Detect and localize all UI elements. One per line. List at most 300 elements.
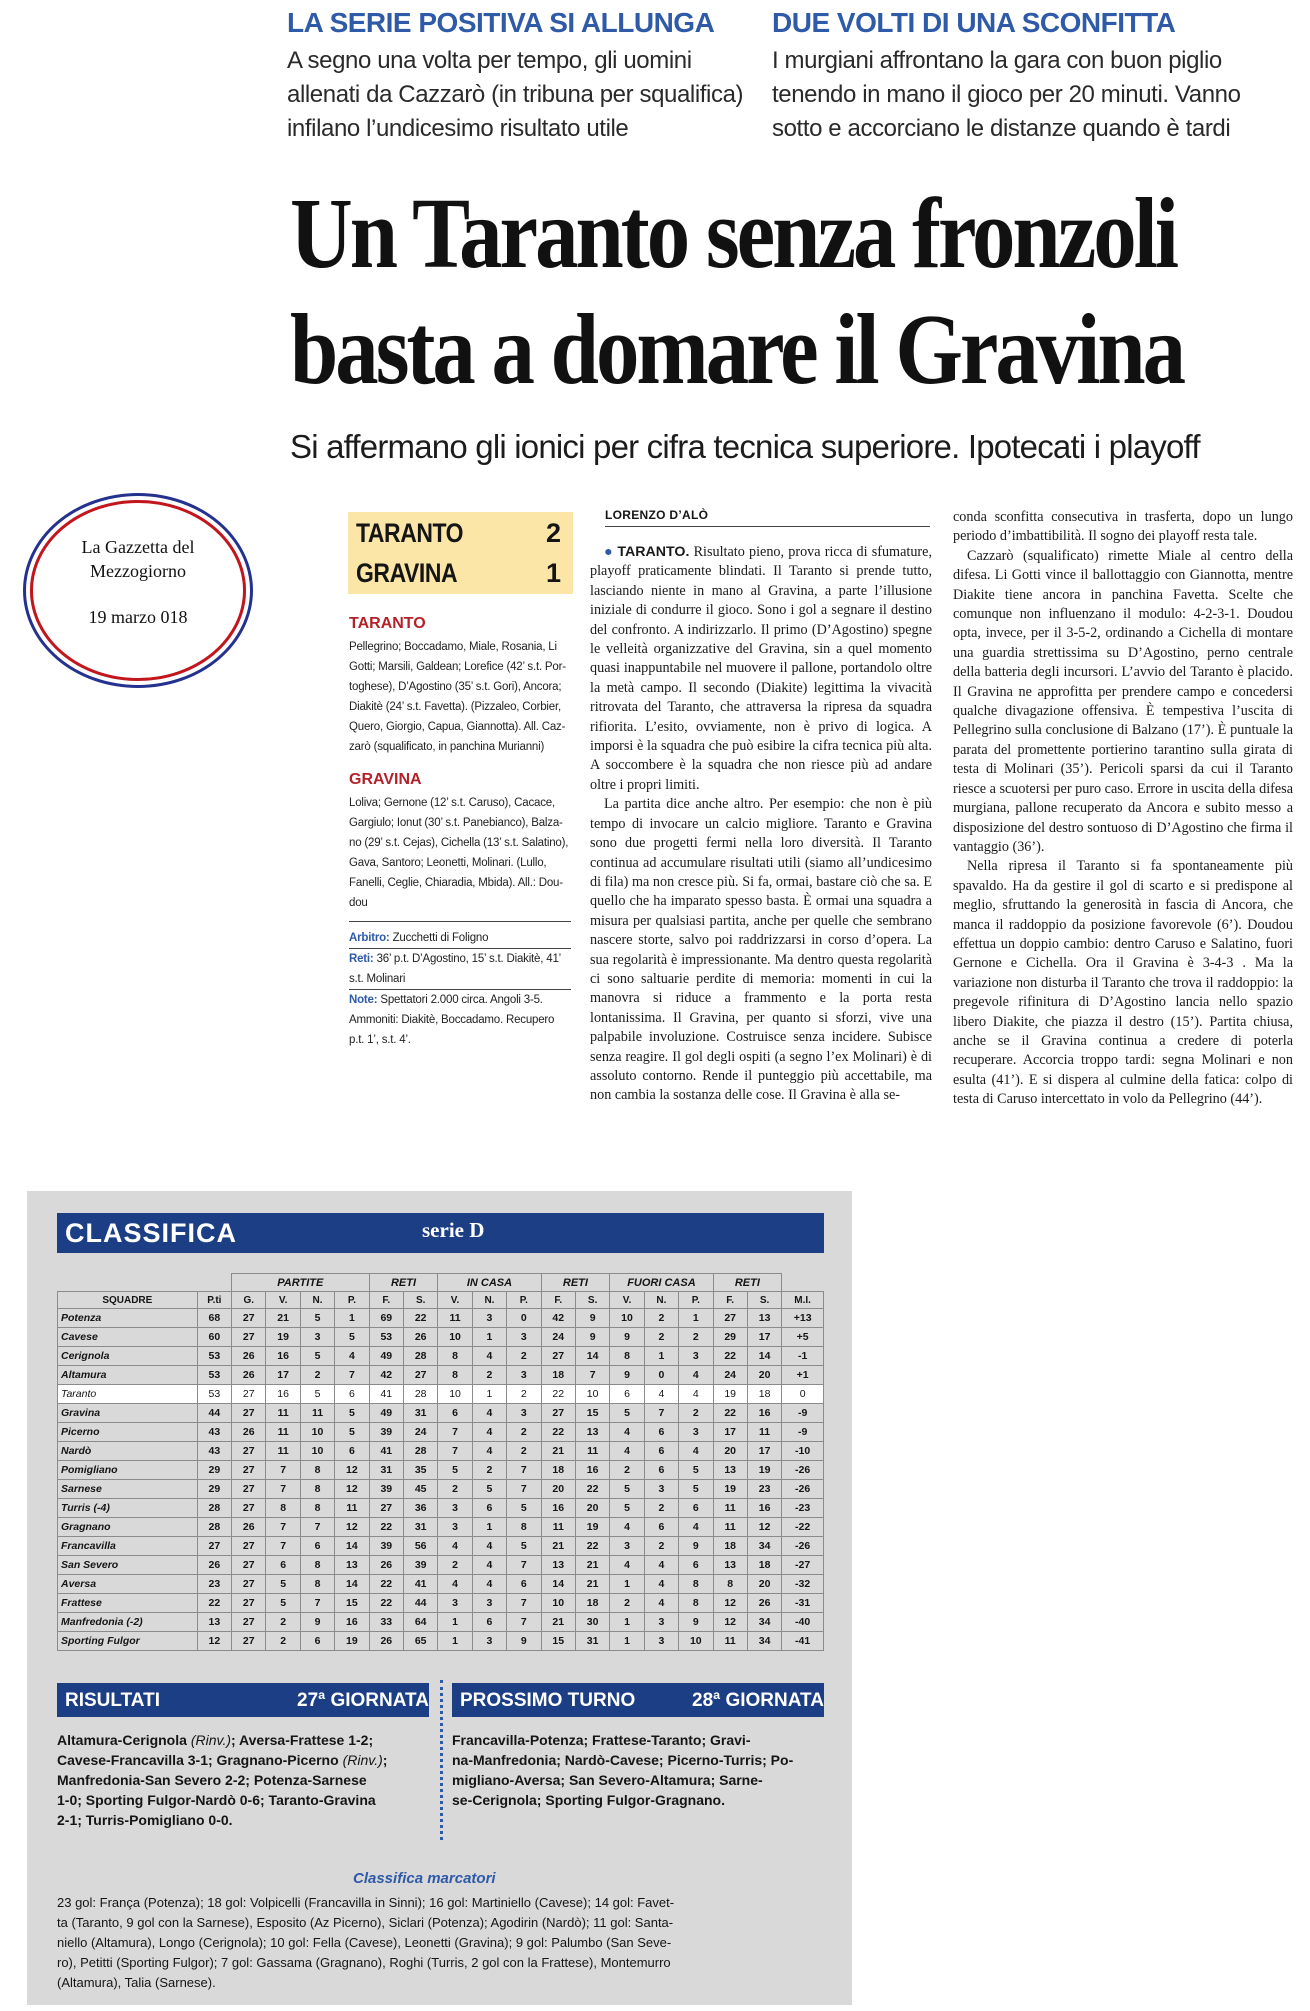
table-cell: 4 [472,1423,506,1442]
table-cell: 2 [507,1385,541,1404]
table-cell: 12 [335,1480,369,1499]
group-header: FUORI CASA [610,1274,713,1292]
away-team: GRAVINA [356,558,458,588]
table-cell: 5 [679,1480,713,1499]
table-cell: 2 [300,1366,334,1385]
table-row [58,1366,824,1385]
scorebox [348,512,573,594]
table-cell: -27 [782,1556,824,1575]
table-cell: 2 [610,1461,644,1480]
table-cell: 14 [335,1575,369,1594]
table-cell: 18 [747,1385,781,1404]
table-cell: 21 [266,1309,300,1328]
table-cell: 7 [335,1366,369,1385]
table-cell: 20 [541,1480,575,1499]
table-cell: 29 [197,1461,231,1480]
divider [349,921,571,922]
table-cell: 9 [679,1537,713,1556]
stamp-line-2: Mezzogiorno [90,561,186,581]
table-cell: 9 [610,1328,644,1347]
table-cell: 26 [369,1556,403,1575]
table-cell: 5 [610,1480,644,1499]
table-cell: +13 [782,1309,824,1328]
table-cell: 8 [266,1499,300,1518]
column-header: S. [403,1292,437,1309]
table-cell: 2 [679,1328,713,1347]
table-cell: 31 [369,1461,403,1480]
table-cell: 36 [403,1499,437,1518]
table-cell: 19 [713,1385,747,1404]
table-row [58,1518,824,1537]
table-cell: 42 [369,1366,403,1385]
table-cell: 39 [369,1537,403,1556]
table-cell: 1 [472,1518,506,1537]
results-round: 27ª GIORNATA [297,1690,429,1711]
table-row [58,1613,824,1632]
column-header: P. [335,1292,369,1309]
results-list: Altamura-Cerignola (Rinv.); Aversa-Frattese 1-2; Cavese-Francavilla 3-1; Gragnano-Picerno (Rinv.); Manfredonia-San Severo 2-2; Potenza-Sarnese 1-0; Sporting Fulgor-Nardò 0-6; Taranto-Gravina 2-1; Turris-Pomigliano 0-0. [57,1732,388,1828]
table-cell: 12 [713,1613,747,1632]
table-cell: 6 [438,1404,472,1423]
next-round-number: 28ª GIORNATA [692,1690,824,1711]
table-cell: 10 [300,1442,334,1461]
table-cell: 3 [679,1423,713,1442]
table-cell: 2 [507,1442,541,1461]
table-cell: 1 [438,1613,472,1632]
table-cell: 5 [610,1499,644,1518]
table-cell: 14 [575,1347,609,1366]
table-cell: 11 [575,1442,609,1461]
table-cell: 9 [679,1613,713,1632]
away-score: 1 [546,558,562,588]
standings-table [57,1273,824,1651]
table-cell: 26 [232,1347,266,1366]
results-banner [57,1683,429,1717]
table-cell: 0 [782,1385,824,1404]
table-cell: 20 [747,1366,781,1385]
table-cell: 3 [438,1594,472,1613]
table-cell: 6 [644,1461,678,1480]
team-name: Nardò [58,1442,198,1461]
table-cell: 7 [507,1480,541,1499]
table-cell: 26 [232,1423,266,1442]
results-title: RISULTATI [65,1690,160,1711]
table-cell: 15 [541,1632,575,1651]
subheadline: Si affermano gli ionici per cifra tecnica superiore. Ipotecati i playoff [290,428,1200,465]
table-cell: 27 [197,1537,231,1556]
table-cell: 3 [472,1632,506,1651]
right-kicker-title: DUE VOLTI DI UNA SCONFITTA [772,7,1176,38]
article-paragraph: Nella ripresa il Taranto si fa spontaneamente più spavaldo. Ha da gestire il gol di scarto e si predispone al meglio, sfruttando la generosità in fascia di Ancora, che manca il raddoppio da posizione favorevole (6’). Doudou effettua un doppio cambio: dentro Caruso e Salatino, fuori Gernone e Cichella. Ora il Gravina è 3-4-3 . Ma la variazione non disturba il Taranto che trova il raddoppio: la pregevole rifinitura di D’Agostino lancia nello spazio libero Diakite, che piazza il destro (15’). Partita chiusa, anche se il Gravina continua a credere di poterla recuperare. Accorcia troppo tardi: segna Molinari e non esulta (41’). E si dispera al culmine della fatica: colpo di testa di Caruso intercettato in volo da Pellegrino (44’). [953,858,1293,1108]
table-cell: 28 [403,1442,437,1461]
next-round-list: Francavilla-Potenza; Frattese-Taranto; Gravi- na-Manfredonia; Nardò-Cavese; Picerno-Turris; Po- migliano-Aversa; San Severo-Altamura; Sarne- se-Cerignola; Sporting Fulgor-Gragnano. [452,1732,794,1808]
table-cell: 22 [713,1404,747,1423]
table-cell: 3 [507,1404,541,1423]
table-row [58,1594,824,1613]
table-cell: 69 [369,1309,403,1328]
table-cell: 6 [300,1537,334,1556]
table-cell: 17 [266,1366,300,1385]
column-header: S. [747,1292,781,1309]
next-round-title: PROSSIMO TURNO [460,1690,636,1711]
table-cell: 7 [507,1594,541,1613]
table-cell: -26 [782,1480,824,1499]
taranto-lineup: Pellegrino; Boccadamo, Miale, Rosania, Li Gotti; Marsili, Galdean; Lorefice (42’ s.t. Por- toghese), D’Agostino (35’ s.t. Gori), Ancora; Diakitè (24’ s.t. Favetta). (Pizzaleo, Corbier, Quero, Giorgio, Capua, Giannotta). All. Caz- zarò (squalificato, in panchina Murianni) [349,641,566,753]
table-cell: 27 [232,1309,266,1328]
table-cell: 5 [335,1328,369,1347]
table-cell: 5 [266,1594,300,1613]
article-paragraph: La partita dice anche altro. Per esempio: che non è più tempo di invocare un calcio migliore. Taranto e Gravina sono due progetti fermi nella loro diversità. Il Taranto continua ad accumulare risultati utili (siamo all’undicesimo di fila) ma non cresce più. Si fa, ormai, bastare ciò che sa. E quello che ha imparato spesso basta. È ormai una squadra a misura per qualsiasi partita, anche per quelle che sembrano nascere storte, salvo poi raddrizzarsi in corso d’opera. La sua regolarità è impressionante. Ma dentro questa regolarità ci sono saltuarie perdite di memoria: momenti in cui la manovra si riduce a frammento e la porta resta lontanissima. Il Gravina, per quanto si sforzi, vive una palpabile involuzione. Costruisce senza incidere. Subisce senza reagire. Il gol degli ospiti (a segno l’ex Molinari) è di assoluto contorno. Rende il punteggio più accettabile, ma non cambia la sostanza delle cose. Il Gravina è alla se- [590,796,932,1104]
table-cell: 9 [575,1328,609,1347]
table-cell: 16 [575,1461,609,1480]
table-cell: 2 [438,1556,472,1575]
table-cell: 11 [713,1518,747,1537]
column-header: V. [610,1292,644,1309]
table-cell: 4 [472,1347,506,1366]
next-round-banner [452,1683,824,1717]
table-cell: 24 [541,1328,575,1347]
table-cell: -40 [782,1613,824,1632]
table-cell: 44 [403,1594,437,1613]
table-row [58,1537,824,1556]
table-cell: 10 [679,1632,713,1651]
table-cell: 4 [644,1594,678,1613]
table-cell: 8 [507,1518,541,1537]
table-cell: 8 [300,1556,334,1575]
notes: Note: Spettatori 2.000 circa. Angoli 3-5. Ammoniti: Diakitè, Boccadamo. Recupero p.t. 1’, s.t. 4’. [349,994,555,1046]
table-cell: 27 [232,1328,266,1347]
table-cell: 11 [747,1423,781,1442]
table-cell: -9 [782,1423,824,1442]
table-cell: 4 [679,1366,713,1385]
table-cell: 27 [713,1309,747,1328]
stamp-line-1: La Gazzetta del [81,537,195,557]
table-cell: 49 [369,1347,403,1366]
table-cell: 8 [713,1575,747,1594]
table-cell: 10 [300,1423,334,1442]
goals: Reti: 36’ p.t. D’Agostino, 15’ s.t. Diakitè, 41’ s.t. Molinari [349,953,561,985]
team-name: Francavilla [58,1537,198,1556]
standings-banner [57,1213,824,1253]
table-cell: 53 [197,1347,231,1366]
left-kicker-text: A segno una volta per tempo, gli uomini allenati da Cazzarò (in tribuna per squalifica) infilano l’undicesimo risultato utile [287,47,744,142]
newspaper-stamp [30,500,246,681]
home-team: TARANTO [356,518,464,548]
table-cell: 29 [713,1328,747,1347]
table-cell: 20 [747,1575,781,1594]
team-name: Gragnano [58,1518,198,1537]
table-cell: 27 [403,1366,437,1385]
table-cell: 22 [369,1518,403,1537]
table-cell: +5 [782,1328,824,1347]
table-cell: 6 [679,1499,713,1518]
table-cell: +1 [782,1366,824,1385]
table-cell: 2 [610,1594,644,1613]
table-cell: 21 [541,1613,575,1632]
group-header: IN CASA [438,1274,541,1292]
table-cell: 13 [335,1556,369,1575]
table-cell: 26 [747,1594,781,1613]
table-cell: -26 [782,1537,824,1556]
table-cell: 45 [403,1480,437,1499]
table-cell: 41 [369,1385,403,1404]
table-cell: 11 [300,1404,334,1423]
table-cell: 60 [197,1328,231,1347]
table-cell: 11 [266,1423,300,1442]
table-cell: 3 [507,1366,541,1385]
table-cell: 20 [713,1442,747,1461]
table-cell: 8 [438,1366,472,1385]
table-cell: 65 [403,1632,437,1651]
table-cell: 27 [541,1347,575,1366]
team-name: Manfredonia (-2) [58,1613,198,1632]
table-cell: 33 [369,1613,403,1632]
table-cell: 28 [197,1499,231,1518]
table-cell: 35 [403,1461,437,1480]
table-cell: 19 [713,1480,747,1499]
table-cell: 56 [403,1537,437,1556]
table-cell: 1 [679,1309,713,1328]
table-cell: 19 [575,1518,609,1537]
table-cell: 7 [507,1461,541,1480]
table-cell: 18 [575,1594,609,1613]
table-cell: 1 [610,1575,644,1594]
table-cell: 30 [575,1613,609,1632]
table-cell: 18 [541,1461,575,1480]
column-header: F. [713,1292,747,1309]
team-name: Potenza [58,1309,198,1328]
table-cell: 7 [644,1404,678,1423]
table-cell: 42 [541,1309,575,1328]
table-cell: 2 [644,1499,678,1518]
article-column-1 [590,543,932,1106]
article-paragraph: conda sconfitta consecutiva in trasferta, dopo un lungo periodo d’imbattibilità. Il sogno dei playoff resta tale. [953,509,1293,545]
table-row [58,1480,824,1499]
table-cell: 28 [403,1385,437,1404]
table-cell: 1 [610,1632,644,1651]
column-header: SQUADRE [58,1292,198,1309]
table-cell: 14 [335,1537,369,1556]
table-cell: 27 [232,1537,266,1556]
table-cell: 26 [369,1632,403,1651]
table-cell: 68 [197,1309,231,1328]
table-cell: -26 [782,1461,824,1480]
table-cell: 27 [232,1632,266,1651]
table-cell: 7 [507,1556,541,1575]
table-cell: 9 [575,1309,609,1328]
table-cell: 5 [335,1423,369,1442]
table-cell: 4 [679,1385,713,1404]
table-cell: 5 [438,1461,472,1480]
table-cell: 10 [438,1328,472,1347]
table-cell: 22 [197,1594,231,1613]
table-cell: 39 [369,1480,403,1499]
team-name: Sarnese [58,1480,198,1499]
table-cell: 16 [335,1613,369,1632]
table-cell: 12 [335,1461,369,1480]
article-paragraph: Cazzarò (squalificato) rimette Miale al centro della difesa. Li Gotti vince il ballottaggio con Giannotta, mentre Diakite tiene ancora in panchina Favetta. Scelte che comunque non influenzano il modulo: 4-2-3-1. Doudou opta, invece, per il 3-5-2, ordinando a Cichella di montare una guardia strettissima su D’Agostino, perno centrale della batteria degli incursori. L’avvio del Taranto è placido. Il Gravina ne approfitta per prendere campo e concedersi qualche divagazione offensiva. È tempestiva l’uscita di Pellegrino sulla conclusione di Balzano (17’). È puntuale la parata del promettente portierino tarantino sulla girata di testa di Molinari (35’). Pericoli sparsi da cui il Taranto riesce a scuotersi per puro caso. Errore in uscita della difesa murgiana, pallone recuperato da Ancora e subito messo a disposizione del destro sontuoso di D’Agostino che firma il vantaggio (36’). [953,547,1293,855]
group-header: PARTITE [232,1274,370,1292]
table-row [58,1461,824,1480]
table-cell: 21 [541,1537,575,1556]
table-cell: 18 [541,1366,575,1385]
table-cell: 27 [232,1613,266,1632]
table-cell: 6 [644,1518,678,1537]
column-header: G. [232,1292,266,1309]
table-cell: 1 [610,1613,644,1632]
taranto-lineup-title: TARANTO [349,615,426,632]
table-cell: 4 [610,1518,644,1537]
table-cell: 4 [472,1556,506,1575]
table-cell: 17 [713,1423,747,1442]
scorers-title: Classifica marcatori [353,1870,496,1887]
table-cell: 13 [747,1309,781,1328]
standings-title: CLASSIFICA [65,1218,237,1248]
table-cell: 43 [197,1442,231,1461]
table-cell: -1 [782,1347,824,1366]
table-cell: 31 [403,1404,437,1423]
table-cell: 3 [507,1328,541,1347]
byline-rule [605,526,930,527]
column-header: P.ti [197,1292,231,1309]
lineups [349,615,571,1050]
table-cell: 6 [266,1556,300,1575]
table-cell: 5 [266,1575,300,1594]
table-cell: 24 [403,1423,437,1442]
table-row [58,1442,824,1461]
table-row [58,1556,824,1575]
table-cell: 21 [575,1575,609,1594]
stamp-date: 19 marzo 018 [88,607,188,627]
table-cell: -41 [782,1632,824,1651]
table-cell: 6 [679,1556,713,1575]
team-name: Turris (-4) [58,1499,198,1518]
table-cell: 7 [438,1442,472,1461]
table-cell: 34 [747,1537,781,1556]
column-header: N. [300,1292,334,1309]
table-cell: 8 [300,1461,334,1480]
table-cell: 11 [266,1442,300,1461]
table-cell: 26 [403,1328,437,1347]
column-header: F. [541,1292,575,1309]
table-cell: 1 [335,1309,369,1328]
team-name: Aversa [58,1575,198,1594]
table-cell: 6 [335,1385,369,1404]
table-cell: 9 [610,1366,644,1385]
table-cell: 20 [575,1499,609,1518]
table-cell: 4 [610,1556,644,1575]
table-cell: 5 [335,1404,369,1423]
team-name: Altamura [58,1366,198,1385]
standings-group-row [58,1274,824,1292]
table-cell: 41 [369,1442,403,1461]
table-cell: 19 [747,1461,781,1480]
table-cell: 21 [575,1556,609,1575]
table-cell: 16 [747,1499,781,1518]
table-cell: 4 [610,1423,644,1442]
table-cell: 5 [507,1537,541,1556]
table-cell: 26 [232,1518,266,1537]
table-row [58,1575,824,1594]
table-cell: 10 [575,1385,609,1404]
table-cell: 14 [541,1575,575,1594]
bullet-icon: ● [604,544,614,560]
table-cell: 3 [644,1480,678,1499]
gravina-lineup: Loliva; Gernone (12’ s.t. Caruso), Cacace, Gargiulo; Ionut (30’ s.t. Panebianco), Balza- no (29’ s.t. Cejas), Cichella (13’ s.t. Salatino), Gava, Santoro; Leonetti, Molinari. (Lullo, Fanelli, Ceglie, Chiaradia, Mbida). All.: Dou- dou [349,797,569,909]
table-cell: 3 [644,1632,678,1651]
table-cell: 3 [438,1518,472,1537]
table-cell: -32 [782,1575,824,1594]
table-cell: 7 [438,1423,472,1442]
table-cell: 3 [679,1347,713,1366]
table-cell: 7 [266,1518,300,1537]
gravina-lineup-title: GRAVINA [349,771,422,788]
table-cell: 12 [197,1632,231,1651]
table-cell: 6 [507,1575,541,1594]
team-name: Taranto [58,1385,198,1404]
table-cell: 15 [575,1404,609,1423]
table-cell: 8 [438,1347,472,1366]
table-cell: -31 [782,1594,824,1613]
table-cell: 3 [472,1594,506,1613]
table-cell: 4 [472,1537,506,1556]
headline-line-1: Un Taranto senza fronzoli [290,177,1176,289]
group-header: RETI [541,1274,610,1292]
table-cell: 22 [575,1480,609,1499]
column-header: N. [472,1292,506,1309]
table-cell: 21 [541,1442,575,1461]
table-cell: 53 [197,1366,231,1385]
table-cell: 2 [644,1537,678,1556]
table-cell: 4 [644,1575,678,1594]
table-cell: 11 [266,1404,300,1423]
table-cell: 34 [747,1613,781,1632]
article-paragraph: Risultato pieno, prova ricca di sfumature, playoff praticamente blindati. Il Taranto si prende tutto, lasciando niente in mano al Gravina, a parte l’illusione iniziale di condurre il gioco. Sono i gol a segnare il destino del confronto. A indirizzarlo. Il primo (D’Agostino) spegne le velleità organizzative del Gravina, sin a quel momento quasi inappuntabile nel muovere il pallone, portandolo oltre la metà campo. Il secondo (Diakite) legittima la vivacità ritrovata del Taranto, che attraversa la ripresa da squadra rifiorita. L’esito, ovviamente, non è privo di logica. A imporsi è la squadra che può esibire la cifra tecnica più alta. A soccombere è la squadra che non riesce più ad andare oltre i propri limiti. [590,544,932,793]
table-cell: 1 [472,1385,506,1404]
column-header: P. [679,1292,713,1309]
group-header: RETI [713,1274,782,1292]
table-cell: 18 [747,1556,781,1575]
table-cell: 7 [266,1461,300,1480]
table-cell: 27 [232,1480,266,1499]
table-cell: 27 [232,1442,266,1461]
table-cell: 16 [266,1385,300,1404]
table-cell: 27 [232,1575,266,1594]
table-cell: 11 [541,1518,575,1537]
column-header: M.I. [782,1292,824,1309]
table-cell: 8 [610,1347,644,1366]
table-cell: 27 [232,1385,266,1404]
table-cell: 26 [232,1366,266,1385]
table-cell: 2 [644,1309,678,1328]
table-row [58,1423,824,1442]
table-cell: 0 [507,1309,541,1328]
table-cell: 6 [644,1423,678,1442]
table-row [58,1404,824,1423]
table-cell: 17 [747,1442,781,1461]
team-name: San Severo [58,1556,198,1575]
referee: Arbitro: Zucchetti di Foligno [349,932,489,944]
table-cell: 16 [541,1499,575,1518]
standings-body [58,1309,824,1651]
team-name: Picerno [58,1423,198,1442]
table-cell: 4 [610,1442,644,1461]
table-cell: 10 [610,1309,644,1328]
standings-league: serie D [422,1218,485,1242]
article-column-2 [953,508,1293,1110]
right-kicker-text: I murgiani affrontano la gara con buon piglio tenendo in mano il gioco per 20 minuti. Vanno sotto e accorciano le distanze quando è tardi [772,47,1241,142]
table-cell: 8 [679,1575,713,1594]
